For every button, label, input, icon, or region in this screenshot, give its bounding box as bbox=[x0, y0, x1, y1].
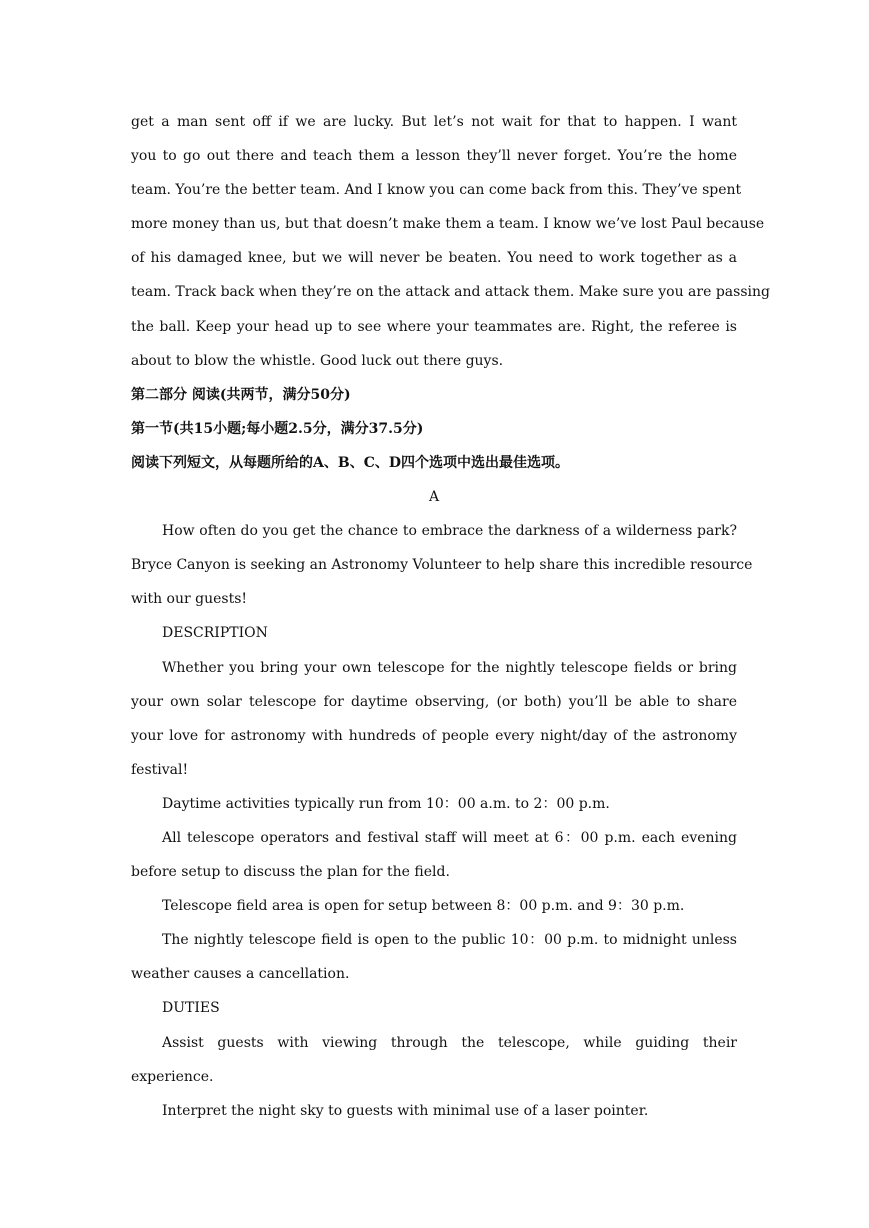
text-line: How often do you get the chance to embrace the darkness of a wilderness park? bbox=[162, 523, 737, 540]
text-line: your own solar telescope for daytime observing, (or both) you’ll be able to share bbox=[131, 693, 737, 710]
text-line: Telescope field area is open for setup between 8：00 p.m. and 9：30 p.m. bbox=[162, 898, 685, 915]
text-line: team. Track back when they’re on the attack and attack them. Make sure you are passing bbox=[131, 284, 770, 301]
instructions: 阅读下列短文，从每题所给的A、B、C、D四个选项中选出最佳选项。 bbox=[131, 454, 569, 471]
text-line: with our guests! bbox=[131, 591, 248, 608]
text-line: Interpret the night sky to guests with minimal use of a laser pointer. bbox=[162, 1102, 649, 1119]
passage-label: A bbox=[428, 489, 440, 506]
document-page bbox=[131, 105, 770, 1128]
text-line: before setup to discuss the plan for the field. bbox=[131, 864, 450, 881]
text-line: team. You’re the better team. And I know you can come back from this. They’ve spent bbox=[131, 182, 742, 199]
text-line: Whether you bring your own telescope for the nightly telescope fields or bring bbox=[162, 659, 737, 676]
text-line: Daytime activities typically run from 10：00 a.m. to 2：00 p.m. bbox=[162, 795, 610, 812]
text-line: All telescope operators and festival staff will meet at 6：00 p.m. each evening bbox=[162, 829, 737, 846]
text-line: your love for astronomy with hundreds of people every night/day of the astronomy bbox=[131, 727, 737, 744]
text-line: festival! bbox=[131, 761, 189, 778]
text-line: Bryce Canyon is seeking an Astronomy Volunteer to help share this incredible resource bbox=[131, 557, 753, 574]
text-line: weather causes a cancellation. bbox=[131, 966, 350, 983]
section-heading-duties: DUTIES bbox=[162, 1000, 220, 1017]
text-line: about to blow the whistle. Good luck out there guys. bbox=[131, 352, 504, 369]
text-line: The nightly telescope field is open to the public 10：00 p.m. to midnight unless bbox=[162, 932, 737, 949]
text-line: of his damaged knee, but we will never be beaten. You need to work together as a bbox=[131, 250, 737, 267]
section-heading-description: DESCRIPTION bbox=[162, 625, 268, 642]
text-line: more money than us, but that doesn’t make them a team. I know we’ve lost Paul because bbox=[131, 216, 765, 233]
text-line: Assist guests with viewing through the telescope, while guiding their bbox=[162, 1034, 737, 1051]
text-line: get a man sent off if we are lucky. But let’s not wait for that to happen. I want bbox=[131, 114, 737, 130]
text-line: you to go out there and teach them a lesson they’ll never forget. You’re the home bbox=[131, 148, 737, 165]
part-title: 第二部分 阅读(共两节，满分50分) bbox=[131, 386, 351, 403]
text-line: the ball. Keep your head up to see where your teammates are. Right, the referee is bbox=[131, 318, 737, 335]
subsection-title: 第一节(共15小题;每小题2.5分，满分37.5分) bbox=[131, 420, 424, 437]
text-line: experience. bbox=[131, 1068, 214, 1085]
